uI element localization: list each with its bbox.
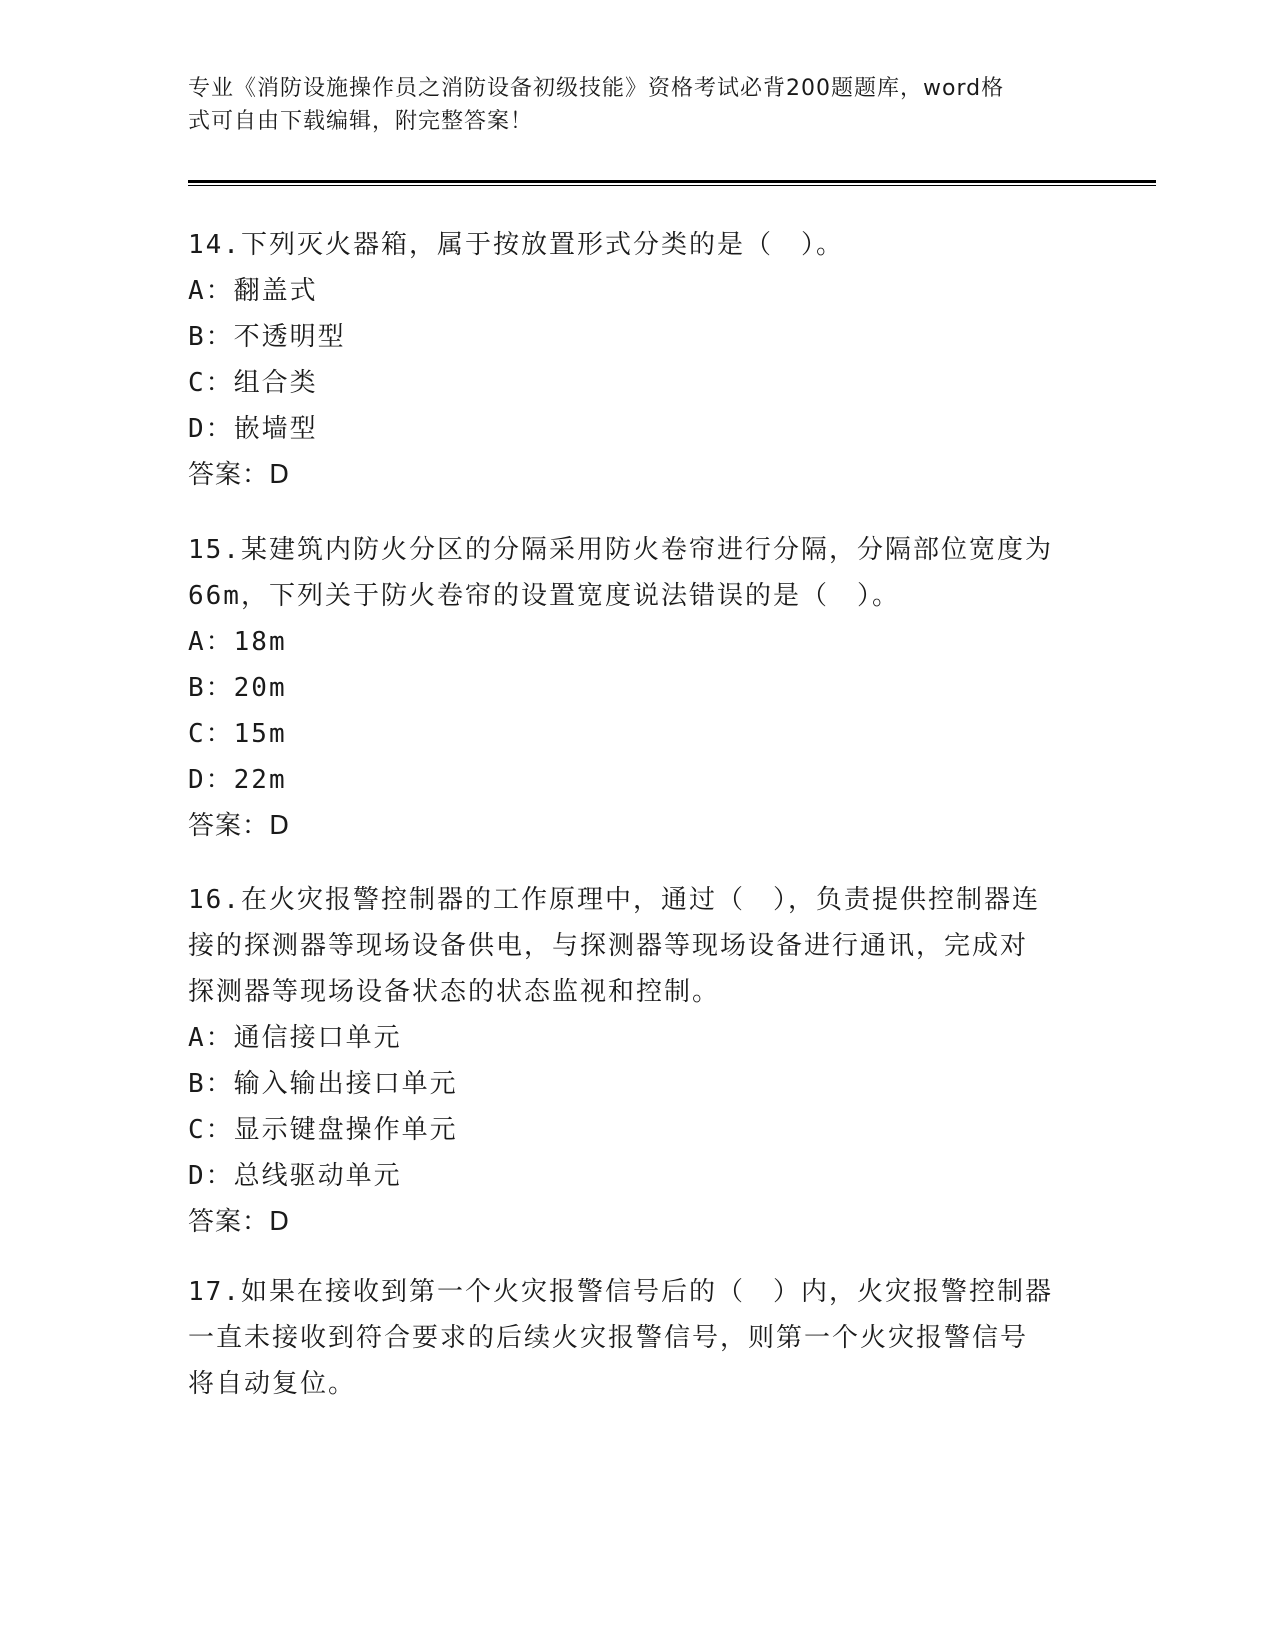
answer: 答案：D	[188, 1207, 291, 1237]
question-stem	[188, 222, 1088, 268]
stem-line: 将自动复位。	[188, 1369, 357, 1399]
answer: 答案：D	[188, 811, 291, 841]
question-16	[188, 877, 1088, 1245]
question-17	[188, 1269, 1088, 1407]
option-c: C：显示键盘操作单元	[188, 1115, 458, 1145]
option-c: C：15m	[188, 719, 287, 749]
option-b: B：20m	[188, 673, 287, 703]
option-a: A：通信接口单元	[188, 1023, 402, 1053]
stem-line: 一直未接收到符合要求的后续火灾报警信号，则第一个火灾报警信号	[188, 1323, 1029, 1353]
question-stem	[188, 1269, 1088, 1407]
option-d: D：总线驱动单元	[188, 1161, 402, 1191]
question-stem	[188, 527, 1088, 619]
stem-line: 14.下列灭火器箱，属于按放置形式分类的是（ ）。	[188, 230, 844, 260]
option-d: D：嵌墙型	[188, 414, 318, 444]
question-14	[188, 222, 1088, 498]
stem-line: 16.在火灾报警控制器的工作原理中，通过（ ），负责提供控制器连	[188, 885, 1040, 915]
header-divider-thick	[188, 180, 1156, 183]
question-stem	[188, 877, 1088, 1015]
stem-line: 15.某建筑内防火分区的分隔采用防火卷帘进行分隔，分隔部位宽度为	[188, 535, 1053, 565]
header-divider-thin	[188, 185, 1156, 186]
option-c: C：组合类	[188, 368, 318, 398]
stem-line: 17.如果在接收到第一个火灾报警信号后的（ ）内，火灾报警控制器	[188, 1277, 1053, 1307]
header-line-1: 专业《消防设施操作员之消防设备初级技能》资格考试必背200题题库，word格	[188, 76, 1005, 101]
stem-line: 66m，下列关于防火卷帘的设置宽度说法错误的是（ ）。	[188, 581, 900, 611]
option-b: B：不透明型	[188, 322, 346, 352]
answer: 答案：D	[188, 460, 291, 490]
option-d: D：22m	[188, 765, 287, 795]
stem-line: 接的探测器等现场设备供电，与探测器等现场设备进行通讯，完成对	[188, 931, 1029, 961]
header-line-2: 式可自由下载编辑，附完整答案！	[188, 109, 534, 134]
option-b: B：输入输出接口单元	[188, 1069, 458, 1099]
stem-line: 探测器等现场设备状态的状态监视和控制。	[188, 977, 721, 1007]
option-a: A：18m	[188, 627, 287, 657]
option-a: A：翻盖式	[188, 276, 318, 306]
question-15	[188, 527, 1088, 849]
document-header	[188, 72, 1088, 138]
